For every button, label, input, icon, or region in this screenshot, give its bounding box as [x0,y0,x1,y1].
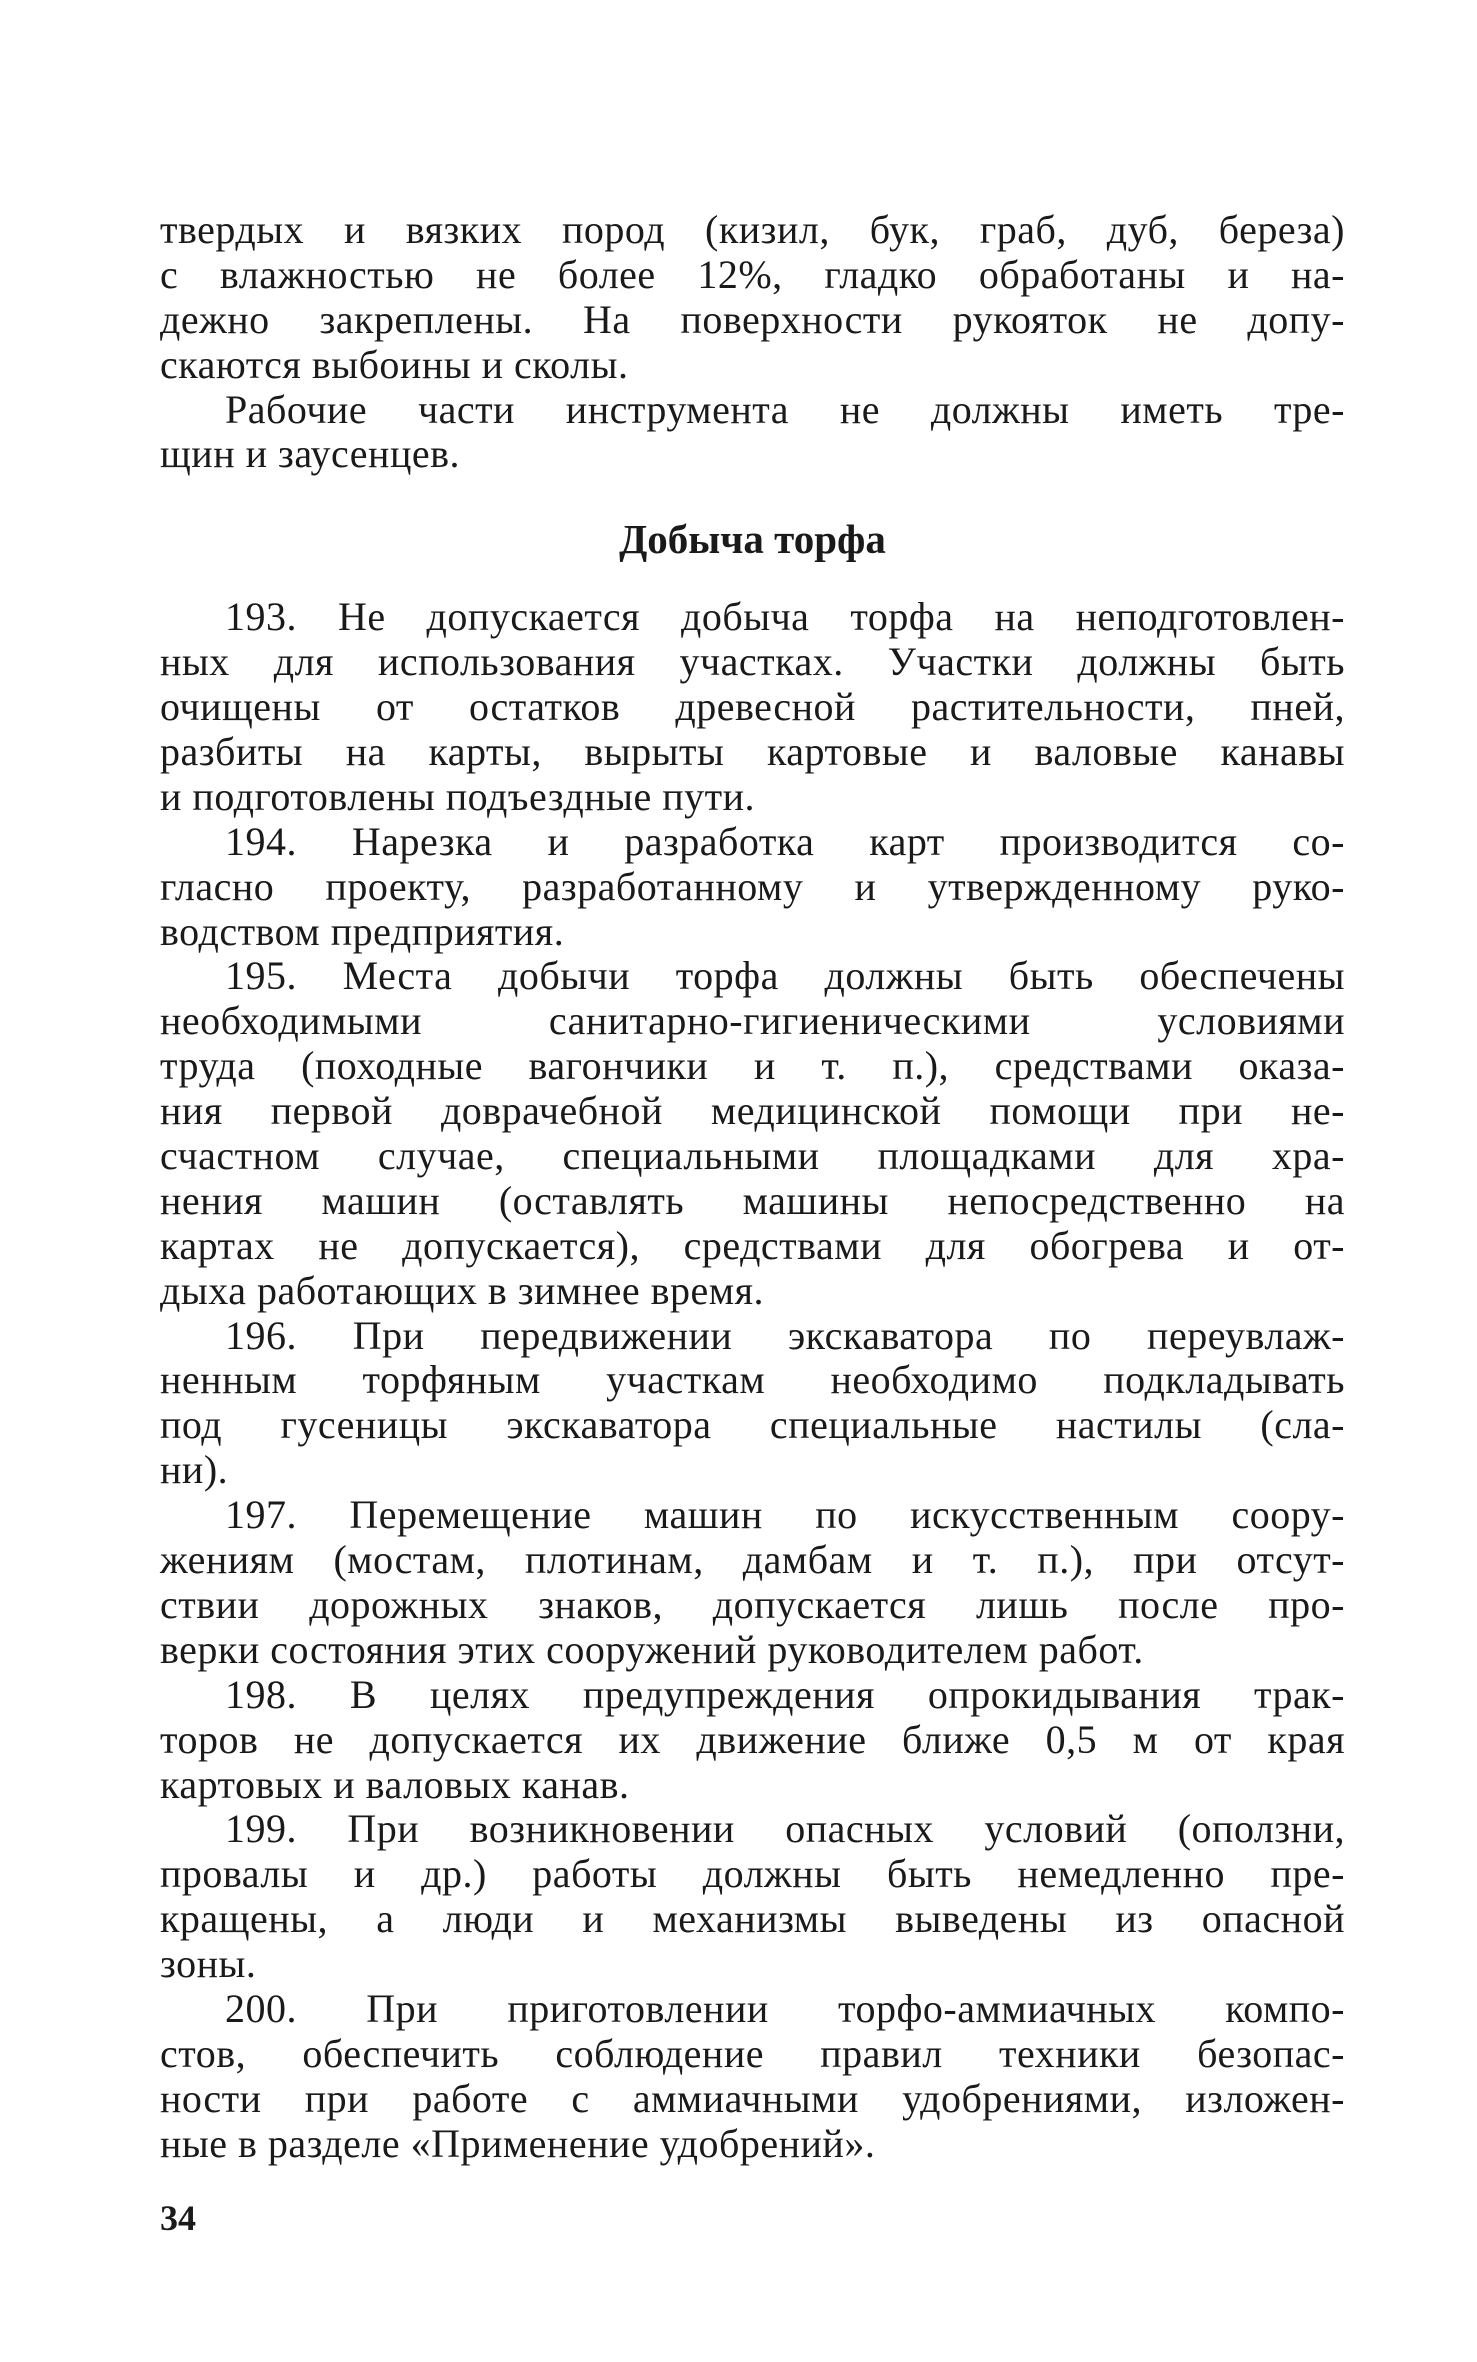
text-line: 199. При возникновении опасных условий (оползни, [225,1806,1345,1852]
paragraph-195 [160,954,1345,1313]
text-line: кращены, а люди и механизмы выведены из опасной [160,1896,1345,1942]
text-line: провалы и др.) работы должны быть немедленно пре- [160,1851,1345,1897]
page-number: 34 [160,2198,196,2238]
text-line: 200. При приготовлении торфо-аммиачных компо- [225,1985,1345,2031]
intro-paragraph [160,208,1345,388]
text-line: необходимыми санитарно-гигиеническими условиями [160,998,1345,1044]
text-line: и подготовлены подъездные пути. [160,773,755,819]
text-line: ных для использования участках. Участки должны быть [160,639,1345,685]
text-line: 193. Не допускается добыча торфа на неподготовлен- [225,594,1345,640]
text-line: щин и заусенцев. [160,431,460,477]
text-line: разбиты на карты, вырыты картовые и валовые канавы [160,729,1345,775]
text-line: счастном случае, специальными площадками для хра- [160,1133,1345,1179]
text-line: жениям (мостам, плотинам, дамбам и т. п.), при отсут- [160,1537,1345,1583]
text-line: скаются выбоины и сколы. [160,341,629,387]
paragraph-196 [160,1314,1345,1494]
text-line: труда (походные вагончики и т. п.), средствами оказа- [160,1043,1345,1089]
text-line: с влажностью не более 12%, гладко обработаны и на- [160,251,1345,297]
text-line: 196. При передвижении экскаватора по переувлаж- [225,1312,1345,1358]
section-title: Добыча торфа [619,516,886,563]
page-body [160,208,1345,2167]
text-line: торов не допускается их движение ближе 0,5 м от края [160,1716,1345,1762]
text-line: ния первой доврачебной медицинской помощи при не- [160,1088,1345,1134]
text-line: картовых и валовых канав. [160,1761,630,1807]
text-line: 198. В целях предупреждения опрокидывания трак- [225,1671,1345,1717]
intro-paragraph-2 [160,388,1345,478]
text-line: дыха работающих в зимнее время. [160,1267,765,1313]
text-line: Рабочие части инструмента не должны иметь тре- [225,386,1345,432]
text-line: ные в разделе «Применение удобрений». [160,2120,876,2166]
text-line: верки состояния этих сооружений руководителем работ. [160,1626,1144,1672]
paragraph-193 [160,595,1345,819]
text-line: ни). [160,1447,229,1493]
text-line: 194. Нарезка и разработка карт производится со- [225,818,1345,864]
paragraph-194 [160,820,1345,955]
text-line: водством предприятия. [160,908,565,954]
text-line: картах не допускается), средствами для обогрева и от- [160,1222,1345,1268]
text-line: стов, обеспечить соблюдение правил техники безопас- [160,2030,1345,2076]
paragraph-197 [160,1493,1345,1673]
text-line: гласно проекту, разработанному и утвержденному руко- [160,863,1345,909]
paragraph-199 [160,1807,1345,1987]
text-line: ствии дорожных знаков, допускается лишь после про- [160,1581,1345,1627]
paragraph-200 [160,1987,1345,2167]
text-line: 195. Места добычи торфа должны быть обеспечены [225,953,1345,999]
paragraph-198 [160,1673,1345,1808]
text-line: очищены от остатков древесной растительности, пней, [160,684,1345,730]
text-line: нения машин (оставлять машины непосредственно на [160,1177,1345,1223]
text-line: ности при работе с аммиачными удобрениями, изложен- [160,2075,1345,2121]
text-line: ненным торфяным участкам необходимо подкладывать [160,1357,1345,1403]
text-line: дежно закреплены. На поверхности рукояток не допу- [160,296,1345,342]
text-line: твердых и вязких пород (кизил, бук, граб, дуб, береза) [160,207,1345,252]
text-line: под гусеницы экскаватора специальные настилы (сла- [160,1402,1345,1448]
text-line: зоны. [160,1941,257,1987]
text-line: 197. Перемещение машин по искусственным соору- [225,1492,1345,1538]
